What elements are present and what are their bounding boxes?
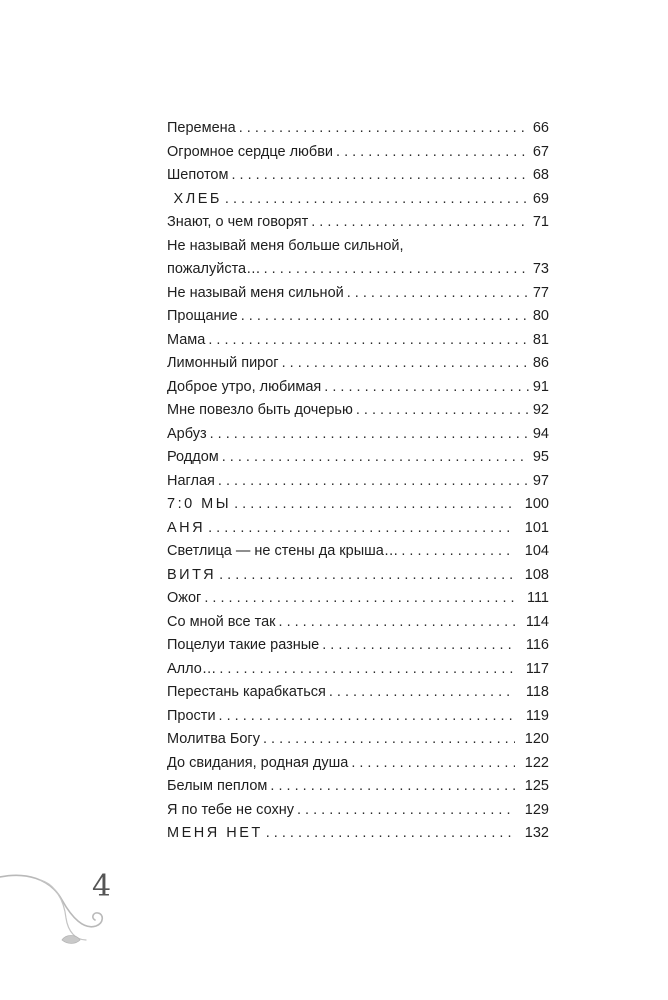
toc-entry-title: Алло… [167, 660, 217, 677]
toc-entry [167, 611, 549, 635]
toc-entry [167, 117, 549, 141]
dot-leader [398, 540, 515, 564]
dot-leader [236, 117, 529, 141]
toc-entry-title-line1: Не называй меня больше сильной, [167, 237, 404, 254]
toc-entry-page: 122 [524, 754, 549, 771]
toc-entry-page: 92 [532, 402, 549, 418]
toc-entry [167, 211, 549, 235]
toc-entry-page: 118 [525, 684, 549, 700]
dot-leader [228, 164, 529, 188]
toc-entry-title: ВИТЯ [167, 566, 217, 583]
toc-entry-title: Огромное сердце любви [167, 143, 334, 160]
toc-entry-page: 94 [532, 425, 549, 442]
toc-entry-page: 77 [532, 284, 549, 301]
toc-entry [167, 399, 549, 423]
dot-leader [219, 446, 529, 470]
toc-entry-page: 86 [532, 355, 549, 371]
toc-entry-page: 119 [525, 707, 549, 724]
toc-entry [167, 752, 549, 776]
dot-leader [231, 493, 515, 517]
toc-entry-page: 116 [525, 637, 549, 653]
dot-leader [261, 258, 529, 282]
dot-leader [333, 141, 529, 165]
dot-leader [205, 517, 515, 541]
toc-entry-page: 104 [524, 543, 549, 559]
toc-entry-page: 129 [524, 801, 549, 818]
toc-entry [167, 423, 549, 447]
dot-leader [215, 470, 529, 494]
dot-leader [276, 611, 515, 635]
table-of-contents [167, 117, 549, 846]
toc-entry-title: ХЛЕБ [167, 190, 222, 207]
toc-entry-title: Перемена [167, 120, 236, 136]
dot-leader [279, 352, 529, 376]
toc-entry-title: Не называй меня сильной [167, 284, 344, 301]
toc-entry-title: Прости [167, 707, 216, 724]
toc-entry-title: Молитва Богу [167, 731, 260, 747]
toc-entry [167, 634, 549, 658]
toc-entry [167, 446, 549, 470]
toc-entry-page: 91 [532, 378, 549, 395]
toc-entry [167, 258, 549, 282]
dot-leader [294, 799, 515, 823]
toc-entry-title: пожалуйста… [167, 261, 261, 277]
toc-entry-title: Прощание [167, 308, 238, 324]
toc-entry-page: 100 [524, 496, 549, 512]
page-number: 4 [92, 869, 112, 904]
toc-entry-title: АНЯ [167, 519, 206, 536]
toc-entry-page: 125 [524, 778, 549, 794]
toc-entry-title: Ожог [167, 590, 202, 606]
toc-entry-title: 7:0 МЫ [167, 496, 232, 512]
toc-entry [167, 470, 549, 494]
toc-entry-title: Знают, о чем говорят [167, 214, 309, 230]
dot-leader [207, 423, 529, 447]
toc-entry-title: Белым пеплом [167, 778, 268, 794]
dot-leader [216, 564, 515, 588]
toc-entry-title: Светлица — не стены да крыша… [167, 543, 399, 559]
toc-entry-page: 69 [532, 190, 549, 207]
toc-entry [167, 329, 549, 353]
toc-entry-page: 114 [525, 613, 549, 630]
toc-entry [167, 775, 549, 799]
toc-entry [167, 728, 549, 752]
toc-entry [167, 493, 549, 517]
toc-entry-title: Перестань карабкаться [167, 684, 326, 700]
toc-entry [167, 564, 549, 588]
toc-entry [167, 517, 549, 541]
toc-entry [167, 681, 549, 705]
toc-entry-title: Роддом [167, 449, 219, 465]
toc-entry-page: 101 [524, 519, 549, 536]
dot-leader [319, 634, 515, 658]
toc-entry-page: 111 [526, 590, 549, 606]
dot-leader [353, 399, 529, 423]
toc-entry-page: 132 [524, 825, 549, 841]
dot-leader [216, 705, 515, 729]
toc-entry [167, 705, 549, 729]
toc-entry-title: Мама [167, 331, 206, 348]
toc-entry-title: Со мной все так [167, 613, 276, 630]
toc-entry [167, 305, 549, 329]
toc-entry-page: 117 [525, 660, 549, 677]
toc-entry [167, 587, 549, 611]
toc-entry-title: До свидания, родная душа [167, 754, 349, 771]
dot-leader [222, 188, 529, 212]
toc-entry [167, 799, 549, 823]
dot-leader [216, 658, 515, 682]
toc-entry-title: Поцелуи такие разные [167, 637, 320, 653]
toc-entry [167, 822, 549, 846]
dot-leader [348, 752, 515, 776]
toc-entry-title: Мне повезло быть дочерью [167, 402, 353, 418]
toc-entry-page: 95 [532, 449, 549, 465]
toc-entry-title: Наглая [167, 472, 215, 489]
dot-leader [344, 282, 529, 306]
toc-entry-title: Шепотом [167, 167, 229, 183]
toc-entry-page: 71 [532, 214, 549, 230]
dot-leader [321, 376, 529, 400]
toc-entry-title: Арбуз [167, 425, 207, 442]
dot-leader [326, 681, 515, 705]
toc-entry [167, 540, 549, 564]
toc-entry [167, 658, 549, 682]
dot-leader [201, 587, 515, 611]
dot-leader [238, 305, 529, 329]
toc-entry-page: 108 [524, 566, 549, 583]
toc-entry-page: 67 [532, 143, 549, 160]
toc-entry-page: 66 [532, 120, 549, 136]
toc-entry-page: 120 [524, 731, 549, 747]
toc-entry [167, 282, 549, 306]
dot-leader [263, 822, 515, 846]
toc-entry-title: Лимонный пирог [167, 355, 279, 371]
toc-entry [167, 141, 549, 165]
toc-entry [167, 352, 549, 376]
toc-entry [167, 188, 549, 212]
toc-entry-title: МЕНЯ НЕТ [167, 825, 263, 841]
toc-entry [167, 164, 549, 188]
dot-leader [260, 728, 515, 752]
toc-entry-title: Я по тебе не сохну [167, 801, 294, 818]
toc-entry-page: 97 [532, 472, 549, 489]
toc-entry-page: 81 [532, 331, 549, 348]
dot-leader [205, 329, 529, 353]
dot-leader [308, 211, 529, 235]
toc-entry-page: 80 [532, 308, 549, 324]
toc-entry [167, 376, 549, 400]
dot-leader [267, 775, 515, 799]
toc-entry-page: 73 [532, 261, 549, 277]
toc-entry-title: Доброе утро, любимая [167, 378, 322, 395]
toc-entry-page: 68 [532, 167, 549, 183]
